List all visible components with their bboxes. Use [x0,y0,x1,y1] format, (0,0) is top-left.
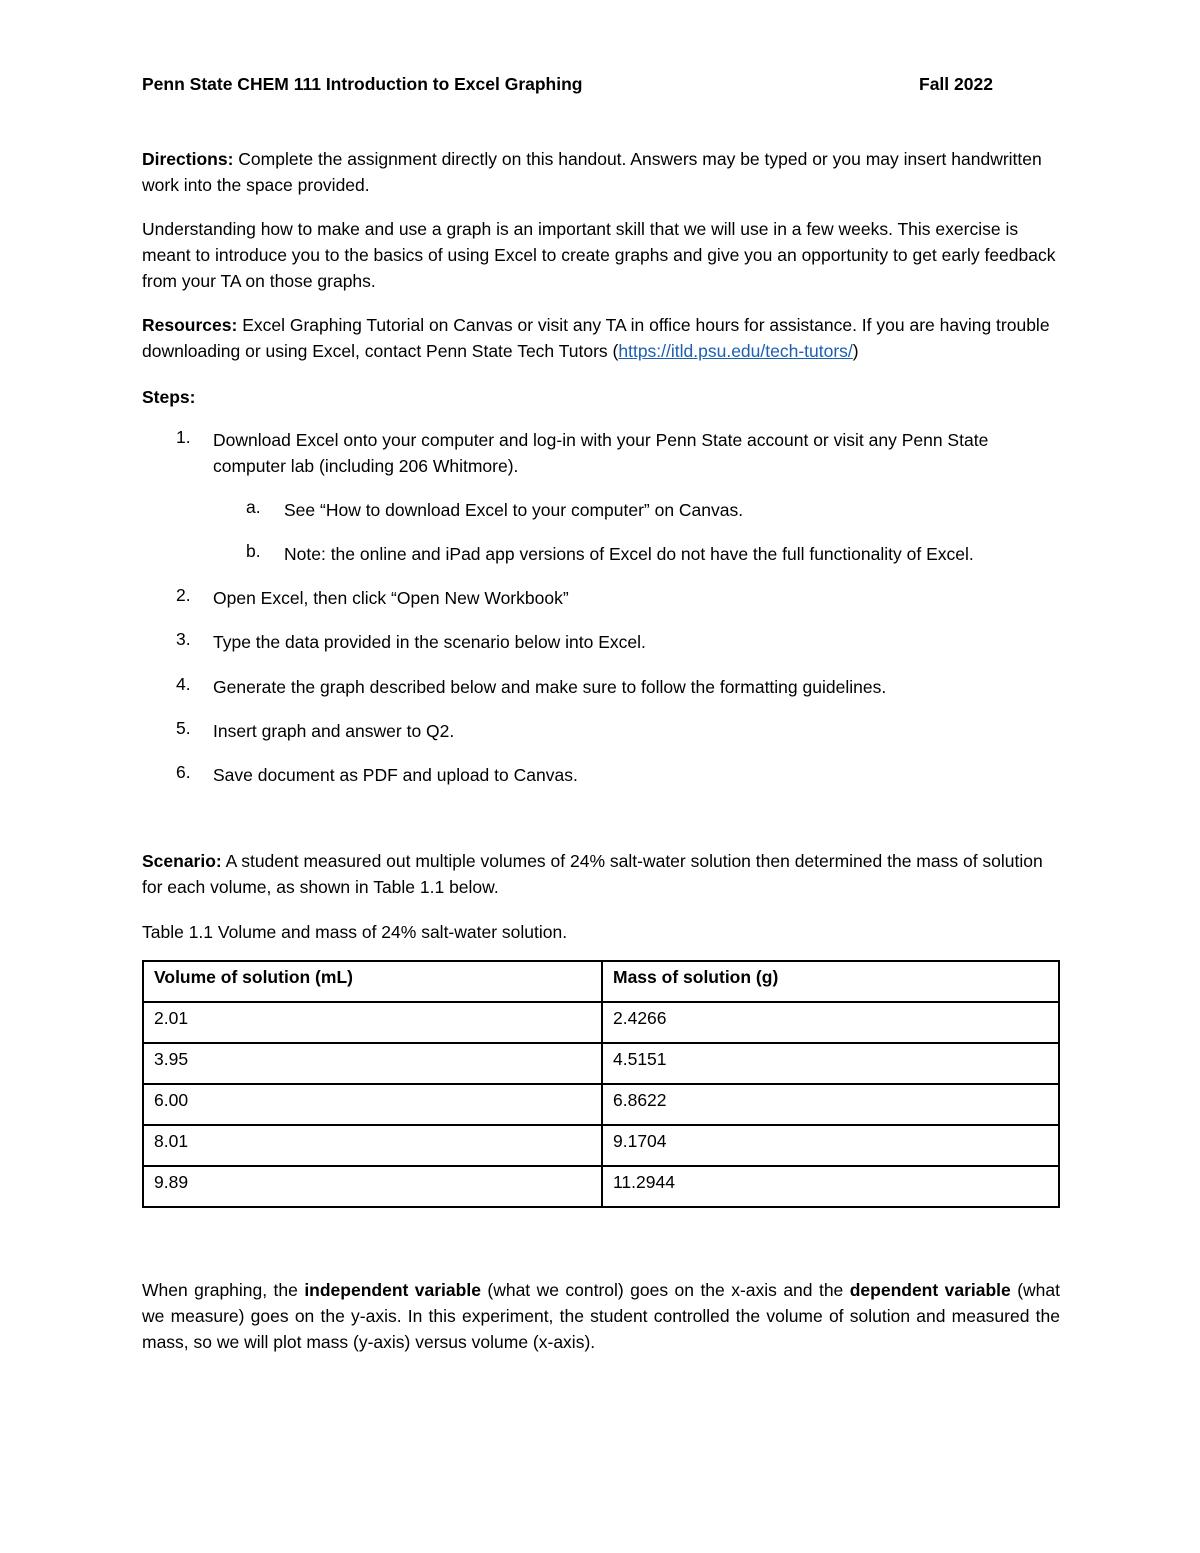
independent-variable-term: independent variable [304,1280,481,1300]
intro-paragraph [142,216,1060,294]
steps-label: Steps: [142,387,196,407]
step-number: 2. [176,585,191,605]
directions-text: Complete the assignment directly on this handout. Answers may be typed or you may insert handwritten work into the space provided. [142,149,1042,195]
dependent-variable-term: dependent variable [849,1280,1011,1300]
header-term: Fall 2022 [919,74,993,94]
table-cell: 11.2944 [602,1166,1059,1207]
data-table [142,960,1060,1208]
scenario-paragraph [142,848,1060,900]
resources-after: ) [852,341,859,361]
table-row [143,1125,1059,1166]
table-row [143,1166,1059,1207]
resources-paragraph [142,312,1060,364]
steps-heading [142,384,1060,410]
table-header-row [143,961,1059,1002]
table-cell: 4.5151 [602,1043,1059,1084]
step-text: Download Excel onto your computer and log-in with your Penn State account or visit any Penn State computer lab (including 206 Whitmore). [213,430,989,476]
table-row [143,1084,1059,1125]
step-letter: b. [246,541,261,561]
resources-text: Excel Graphing Tutorial on Canvas or visit any TA in office hours for assistance. If you are having trouble downloading or using Excel, contact Penn State Tech Tutors ( [142,315,1050,361]
tech-tutors-link[interactable]: https://itld.psu.edu/tech-tutors/ [618,341,853,361]
table-header-cell: Volume of solution (mL) [143,961,602,1002]
table-cell: 3.95 [143,1043,602,1084]
step-number: 4. [176,674,191,694]
step-text: Type the data provided in the scenario below into Excel. [213,632,646,652]
page-header [142,74,1060,95]
scenario-text: A student measured out multiple volumes of 24% salt-water solution then determined the mass of solution for each volume, as shown in Table 1.1 below. [142,851,1043,897]
step-number: 5. [176,718,191,738]
table-cell: 2.4266 [602,1002,1059,1043]
table-cell: 6.00 [143,1084,602,1125]
table-row [143,1043,1059,1084]
table-cell: 2.01 [143,1002,602,1043]
step-number: 1. [176,427,191,447]
step-text: Generate the graph described below and make sure to follow the formatting guidelines. [213,677,887,697]
step-number: 3. [176,629,191,649]
table-caption-text: Table 1.1 Volume and mass of 24% salt-water solution. [142,922,568,942]
table-header-cell: Mass of solution (g) [602,961,1059,1002]
step-letter: a. [246,497,261,517]
table-row [143,1002,1059,1043]
step-text: Open Excel, then click “Open New Workbook” [213,588,569,608]
table-cell: 9.89 [143,1166,602,1207]
table-caption [142,919,1060,945]
resources-label: Resources: [142,315,238,335]
table-cell: 8.01 [143,1125,602,1166]
directions-label: Directions: [142,149,234,169]
step-text: Save document as PDF and upload to Canvas. [213,765,578,785]
table-cell: 6.8622 [602,1084,1059,1125]
intro-text: Understanding how to make and use a graph is an important skill that we will use in a few weeks. This exercise is meant to introduce you to the basics of using Excel to create graphs and give you an opportunity to get early feedback from your TA on those graphs. [142,219,1056,291]
graphing-paragraph: When graphing, the independent variable (what we control) goes on the x-axis and the dependent variable (what we measure) goes on the y-axis. In this experiment, the student controlled the volume of solution and measured the mass, so we will plot mass (y-axis) versus volume (x-axis). [142,1280,1061,1352]
step-text: See “How to download Excel to your computer” on Canvas. [284,500,744,520]
scenario-label: Scenario: [142,851,222,871]
header-title: Penn State CHEM 111 Introduction to Excel Graphing [142,74,583,94]
table-cell: 9.1704 [602,1125,1059,1166]
step-text: Note: the online and iPad app versions of Excel do not have the full functionality of Excel. [284,544,974,564]
directions-paragraph [142,146,1060,198]
step-number: 6. [176,762,191,782]
step-text: Insert graph and answer to Q2. [213,721,455,741]
